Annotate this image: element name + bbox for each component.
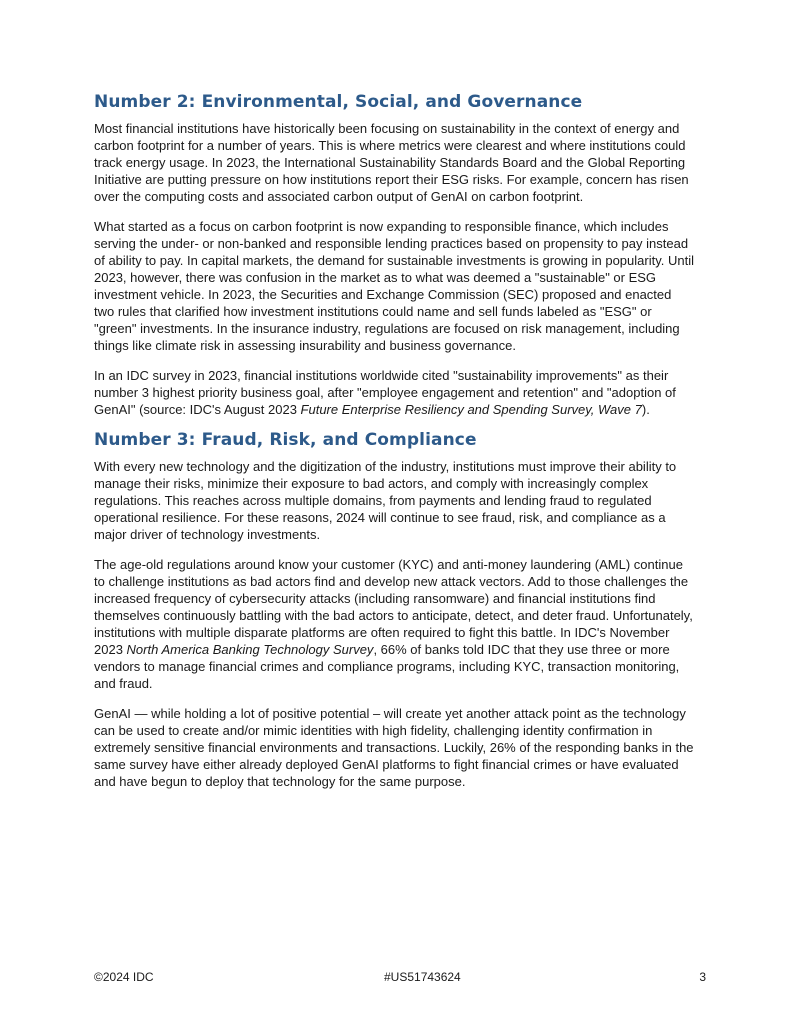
survey-title: Future Enterprise Resiliency and Spending Survey, Wave 7: [300, 402, 642, 417]
paragraph: GenAI — while holding a lot of positive potential – will create yet another attack point as the technology can be used to create and/or mimic identities with high fidelity, challenging identity confirmation in extremely sensitive financial environments and transactions. Luckily, 26% of the responding banks in the same survey have either already deployed GenAI platforms to fight financial crimes or have evaluated and have begun to deploy that technology for the same purpose.: [94, 706, 694, 789]
footer-doc-id: #US51743624: [384, 970, 461, 984]
text-run: The age-old regulations around know your customer (KYC) and anti-money laundering (AML) continue to challenge institutions as bad actors find and develop new attack vectors. Add to those challenges the increased frequency of cybersecurity attacks (including ransomware) and financial institutions find themselves continuously battling with the bad actors to anticipate, detect, and deter fraud. Unfortunately, institutions with multiple disparate platforms are often required to fight this battle. In IDC's November 2023: [94, 557, 693, 657]
paragraph: With every new technology and the digitization of the industry, institutions must improve their ability to manage their risks, minimize their exposure to bad actors, and comply with increasingly complex regulations. This reaches across multiple domains, from payments and lending fraud to regulated operational resilience. For these reasons, 2024 will continue to see fraud, risk, and compliance as a major driver of technology investments.: [94, 459, 677, 542]
section-heading-fraud: Number 3: Fraud, Risk, and Compliance: [94, 430, 477, 450]
text-run: In an IDC survey in 2023, financial institutions worldwide cited "sustainability improvements" as their number 3 highest priority business goal, after "employee engagement and retention" and "adoption of GenAI" (source: IDC's August 2023: [94, 368, 676, 417]
survey-title: North America Banking Technology Survey: [126, 642, 374, 657]
text-run: ).: [641, 402, 650, 417]
paragraph: Most financial institutions have historically been focusing on sustainability in the context of energy and carbon footprint for a number of years. This is where metrics were clearest and where institutions could track energy usage. In 2023, the International Sustainability Standards Board and the Global Reporting Initiative are putting pressure on how institutions report their ESG risks. For example, concern has risen over the computing costs and associated carbon output of GenAI on carbon footprint.: [94, 121, 689, 204]
document-body: [94, 92, 694, 803]
footer-page-number: 3: [699, 970, 706, 984]
paragraph: [94, 556, 694, 692]
section-heading-esg: Number 2: Environmental, Social, and Governance: [94, 92, 583, 112]
text-run: , 66% of banks told IDC that they use three or more vendors to manage financial crimes and compliance programs, including KYC, transaction monitoring, and fraud.: [94, 642, 680, 691]
footer-copyright: ©2024 IDC: [94, 970, 154, 984]
paragraph: [94, 367, 694, 418]
paragraph: What started as a focus on carbon footprint is now expanding to responsible finance, which includes serving the under- or non-banked and responsible lending practices based on propensity to pay instead of ability to pay. In capital markets, the demand for sustainable investments is growing in popularity. Until 2023, however, there was confusion in the market as to what was deemed a "sustainable" or ESG investment vehicle. In 2023, the Securities and Exchange Commission (SEC) proposed and enacted two rules that clarified how investment institutions could name and sell funds labeled as "ESG" or "green" investments. In the insurance industry, regulations are focused on risk management, including things like climate risk in assessing insurability and business governance.: [94, 219, 694, 353]
